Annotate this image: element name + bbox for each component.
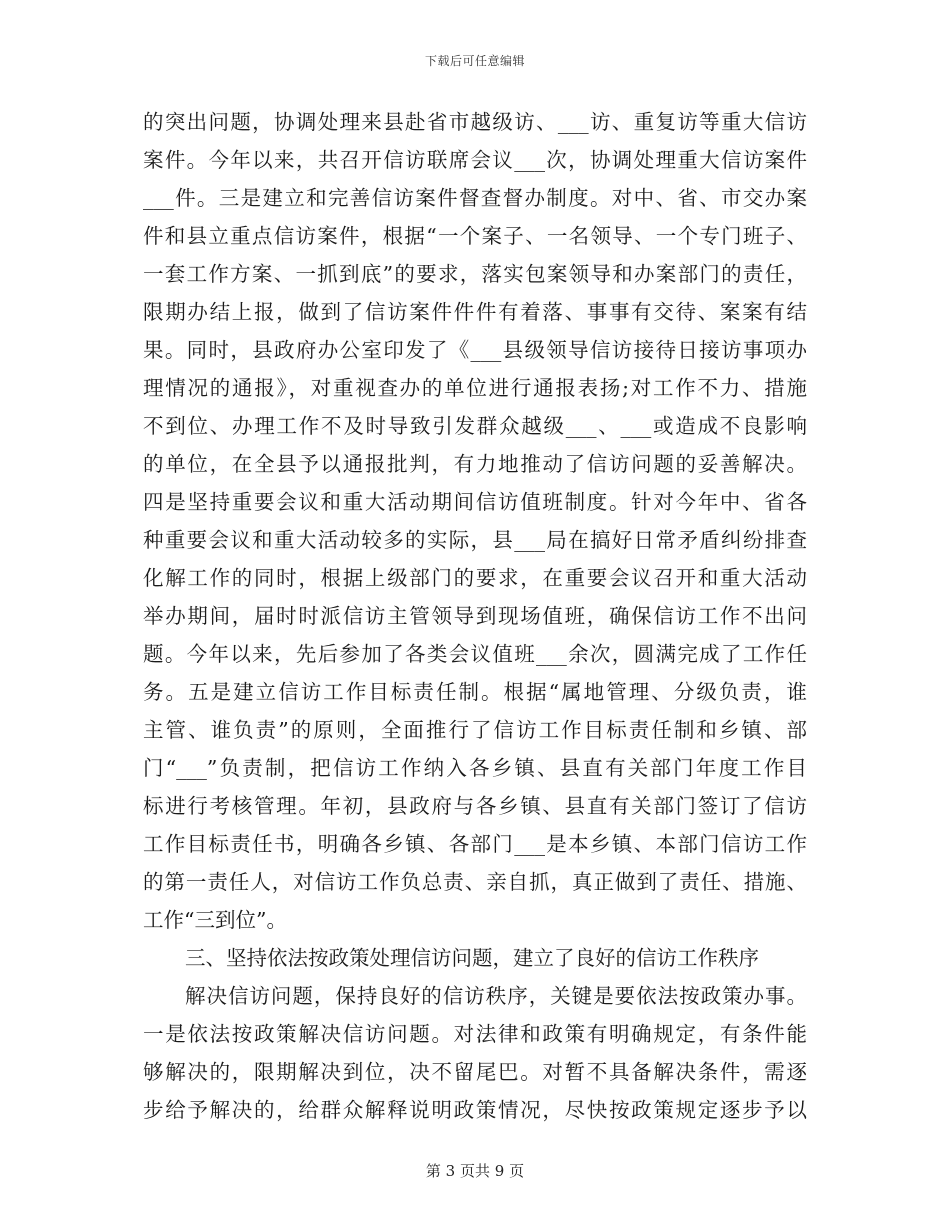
- text-line: 的单位，在全县予以通报批判，有力地推动了信访问题的妥善解决。: [143, 452, 807, 476]
- text-line: 题。今年以来，先后参加了各类会议值班___余次，圆满完成了工作任: [143, 642, 807, 666]
- text-line: 理情况的通报》，对重视查办的单位进行通报表扬;对工作不力、措施: [143, 376, 807, 400]
- text-line: 四是坚持重要会议和重大活动期间信访值班制度。针对今年中、省各: [143, 490, 807, 514]
- text-line: 化解工作的同时，根据上级部门的要求，在重要会议召开和重大活动: [143, 566, 807, 590]
- text-line: 件和县立重点信访案件，根据“一个案子、一名领导、一个专门班子、: [143, 224, 807, 248]
- text-line: 不到位、办理工作不及时导致引发群众越级___、___或造成不良影响: [143, 414, 807, 438]
- text-line: 果。同时，县政府办公室印发了《___县级领导信访接待日接访事项办: [143, 338, 807, 362]
- text-line: 一套工作方案、一抓到底”的要求，落实包案领导和办案部门的责任，: [143, 262, 807, 286]
- text-line: 务。五是建立信访工作目标责任制。根据“属地管理、分级负责，谁: [143, 680, 807, 704]
- text-line: 的第一责任人，对信访工作负总责、亲自抓，真正做到了责任、措施、: [143, 870, 807, 894]
- text-line: 举办期间，届时时派信访主管领导到现场值班，确保信访工作不出问: [143, 604, 807, 628]
- text-line: 案件。今年以来，共召开信访联席会议___次，协调处理重大信访案件: [143, 148, 807, 172]
- text-line: 解决信访问题，保持良好的信访秩序，关键是要依法按政策办事。: [185, 984, 807, 1008]
- text-line: 门“___”负责制，把信访工作纳入各乡镇、县直有关部门年度工作目: [143, 756, 807, 780]
- text-line: 工作“三到位”。: [143, 908, 287, 932]
- document-body: [143, 103, 807, 1129]
- text-line: 主管、谁负责”的原则，全面推行了信访工作目标责任制和乡镇、部: [143, 718, 807, 742]
- text-line: 种重要会议和重大活动较多的实际，县___局在搞好日常矛盾纠纷排查: [143, 528, 807, 552]
- text-line: 一是依法按政策解决信访问题。对法律和政策有明确规定，有条件能: [143, 1022, 807, 1046]
- text-line: 工作目标责任书，明确各乡镇、各部门___是本乡镇、本部门信访工作: [143, 832, 807, 856]
- page-number: 第 3 页共 9 页: [425, 1162, 525, 1180]
- section-heading: 三、坚持依法按政策处理信访问题，建立了良好的信访工作秩序: [185, 946, 759, 970]
- text-line: 限期办结上报，做到了信访案件件件有着落、事事有交待、案案有结: [143, 300, 807, 324]
- text-line: ___件。三是建立和完善信访案件督查督办制度。对中、省、市交办案: [143, 186, 807, 210]
- text-line: 标进行考核管理。年初，县政府与各乡镇、县直有关部门签订了信访: [143, 794, 807, 818]
- page-header-note: 下载后可任意编辑: [424, 54, 525, 68]
- text-line: 够解决的，限期解决到位，决不留尾巴。对暂不具备解决条件，需逐: [143, 1060, 807, 1084]
- text-line: 步给予解决的，给群众解释说明政策情况，尽快按政策规定逐步予以: [143, 1098, 807, 1122]
- text-line: 的突出问题，协调处理来县赴省市越级访、___访、重复访等重大信访: [143, 110, 807, 134]
